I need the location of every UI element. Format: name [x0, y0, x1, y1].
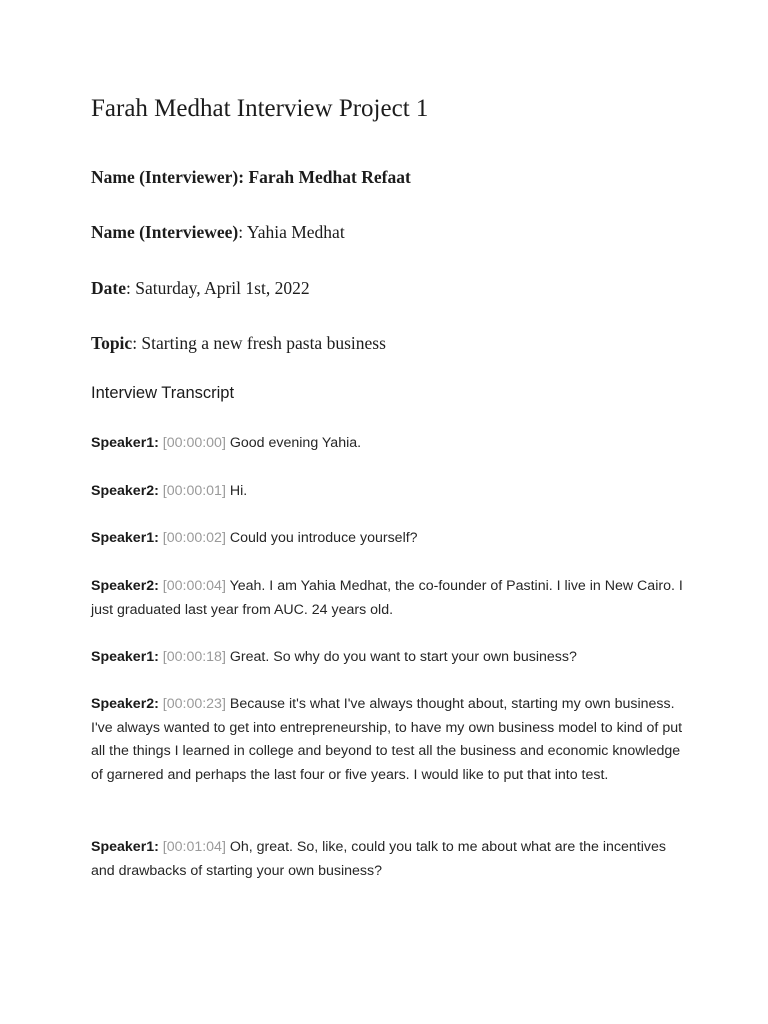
interviewer-label: Name (Interviewer): [91, 167, 245, 187]
topic-value: : Starting a new fresh pasta business [132, 333, 386, 353]
speaker-label: Speaker1: [91, 435, 159, 451]
utterance-text: Oh, great. So, like, could you talk to me about what are the incentives and drawbacks of starting your own business? [91, 839, 666, 879]
transcript-turn [91, 480, 683, 504]
transcript-turn [91, 836, 683, 883]
speaker-label: Speaker2: [91, 696, 159, 712]
speaker-label: Speaker2: [91, 483, 159, 499]
timestamp: [00:00:18] [162, 649, 226, 665]
utterance-text: Good evening Yahia. [229, 435, 362, 451]
timestamp: [00:00:04] [162, 578, 226, 594]
timestamp: [00:00:23] [162, 696, 226, 712]
transcript-turn [91, 527, 683, 551]
date-label: Date [91, 278, 126, 298]
date-value: : Saturday, April 1st, 2022 [125, 278, 310, 298]
utterance-text: Could you introduce yourself? [229, 530, 418, 546]
interviewee-label: Name (Interviewee) [91, 222, 239, 242]
timestamp: [00:00:01] [162, 483, 226, 499]
interviewer-line [91, 167, 411, 188]
topic-line [91, 333, 386, 354]
speaker-label: Speaker1: [91, 839, 159, 855]
timestamp: [00:00:00] [162, 435, 226, 451]
topic-label: Topic [91, 333, 133, 353]
timestamp: [00:01:04] [162, 839, 226, 855]
interviewer-value: Farah Medhat Refaat [244, 167, 411, 187]
transcript-heading: Interview Transcript [91, 384, 235, 402]
utterance-text: Hi. [229, 483, 248, 499]
speaker-label: Speaker1: [91, 530, 159, 546]
transcript-turn [91, 646, 683, 670]
speaker-label: Speaker1: [91, 649, 159, 665]
transcript-turn [91, 432, 683, 456]
utterance-text: Because it's what I've always thought about, starting my own business. I've always wanted to get into entrepreneurship, to have my own business model to kind of put all the things I learned in college and beyond to test all the business and economic knowledge of garnered and perhaps the last four or five years. I would like to put that into test. [91, 696, 683, 783]
interviewee-value: : Yahia Medhat [238, 222, 345, 242]
date-line [91, 278, 310, 299]
speaker-label: Speaker2: [91, 578, 159, 594]
document-title: Farah Medhat Interview Project 1 [91, 95, 429, 122]
transcript-turn [91, 693, 683, 787]
transcript-turn [91, 575, 683, 622]
utterance-text: Great. So why do you want to start your own business? [229, 649, 577, 665]
timestamp: [00:00:02] [162, 530, 226, 546]
interviewee-line [91, 222, 345, 243]
utterance-text: Yeah. I am Yahia Medhat, the co-founder of Pastini. I live in New Cairo. I just graduated last year from AUC. 24 years old. [91, 578, 683, 618]
